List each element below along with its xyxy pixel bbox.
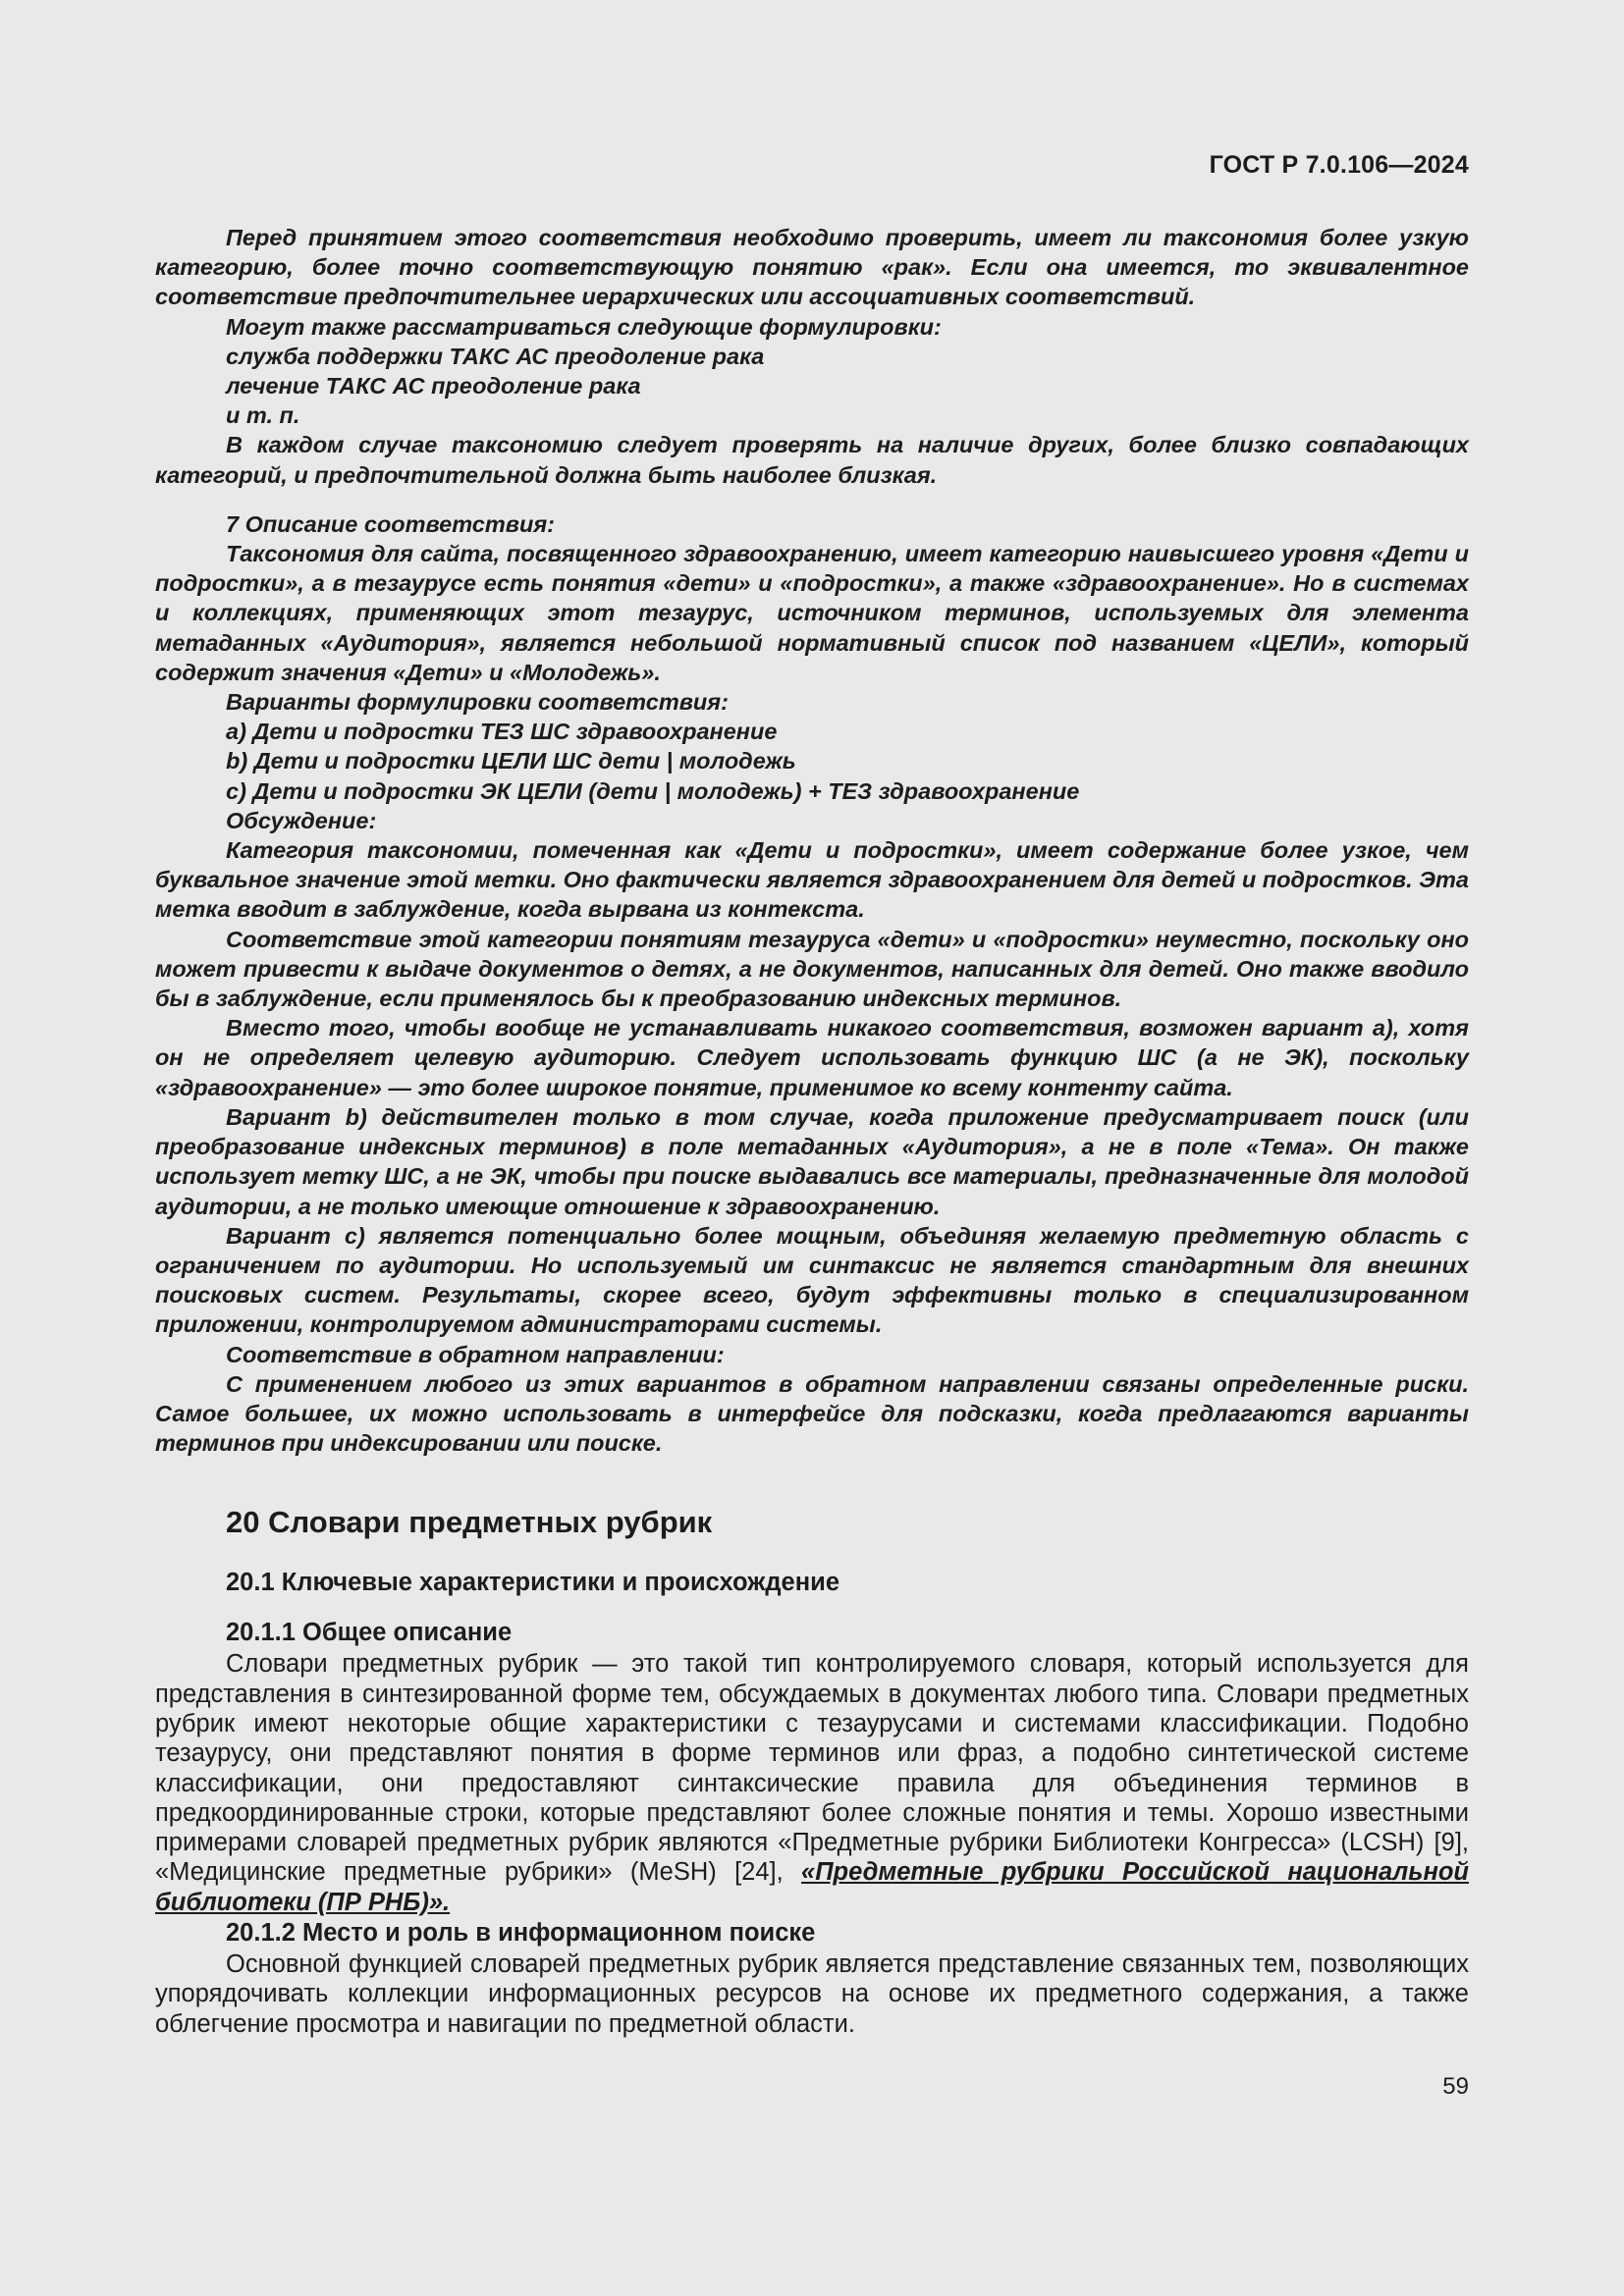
- note-paragraph: Обсуждение:: [226, 807, 377, 833]
- spacer: [155, 490, 1469, 509]
- note-paragraph: Таксономия для сайта, посвященного здравоохранению, имеет категорию наивысшего уровня «Дети и подростки», а в тезаурусе есть понятия «дети» и «подростки», а также «здравоохранение». Но в системах и коллекциях, применяющих этот тезаурус, источником терминов, используемых для элемента метаданных «Аудитория», является небольшой нормативный список под названием «ЦЕЛИ», который содержит значения «Дети» и «Молодежь».: [155, 541, 1469, 685]
- document-code: ГОСТ Р 7.0.106—2024: [1209, 151, 1469, 179]
- note-paragraph: Соответствие этой категории понятиям тезауруса «дети» и «подростки» неуместно, поскольку оно может привести к выдаче документов о детях, а не документов, написанных для детей. Оно также вводило бы в заблуждение, если применялось бы к преобразованию индексных терминов.: [155, 926, 1469, 1012]
- variant-a: a) Дети и подростки ТЕЗ ШС здравоохранение: [226, 719, 778, 745]
- body-paragraph: Основной функцией словарей предметных рубрик является представление связанных тем, позволяющих упорядочивать коллекции информационных ресурсов на основе их предметного содержания, а также облегчение просмотра и навигации по предметной области.: [155, 1950, 1469, 2038]
- note-paragraph: Вариант b) действителен только в том случае, когда приложение предусматривает поиск (или преобразование индексных терминов) в поле метаданных «Аудитория», а не в поле «Тема». Он также использует метку ШС, а не ЭК, чтобы при поиске выдавались все материалы, предназначенные для молодой аудитории, а не только имеющие отношение к здравоохранению.: [155, 1103, 1469, 1219]
- note-paragraph: Соответствие в обратном направлении:: [226, 1341, 725, 1367]
- note-paragraph: Вариант c) является потенциально более мощным, объединяя желаемую предметную область с ограничением по аудитории. Но используемый им синтаксис не является стандартным для внешних поисковых систем. Результаты, скорее всего, будут эффективны только в специализированном приложении, контролируемом администраторами системы.: [155, 1222, 1469, 1338]
- section-heading: 20 Словари предметных рубрик: [226, 1505, 713, 1540]
- note-paragraph: Перед принятием этого соответствия необходимо проверить, имеет ли таксономия более узкую категорию, более точно соответствующую понятию «рак». Если она имеется, то эквивалентное соответствие предпочтительнее иерархических или ассоциативных соответствий.: [155, 225, 1469, 310]
- note-paragraph: В каждом случае таксономию следует проверять на наличие других, более близко совпадающих категорий, и предпочтительной должна быть наиболее близкая.: [155, 432, 1469, 488]
- section-body: [155, 1949, 1469, 2039]
- page-number: 59: [1442, 2073, 1469, 2100]
- body-text: Словари предметных рубрик — это такой тип контролируемого словаря, который используется для представления в синтезированной форме тем, обсуждаемых в документах любого типа. Словари предметных рубрик имеют некоторые общие характеристики с тезаурусами и системами классификации. Подобно тезаурусу, они представляют понятия в форме терминов или фраз, а подобно синтетической системе классификации, они предоставляют синтаксические правила для объединения терминов в предкоординированные строки, которые представляют более сложные понятия и темы. Хорошо известными примерами словарей предметных рубрик являются «Предметные рубрики Библиотеки Конгресса» (LCSH) [9], «Медицинские предметные рубрики» (MeSH) [24],: [155, 1650, 1469, 1887]
- note-paragraph: Категория таксономии, помеченная как «Дети и подростки», имеет содержание более узкое, чем буквальное значение этой метки. Оно фактически является здравоохранением для детей и подростков. Эта метка вводит в заблуждение, когда вырвана из контекста.: [155, 837, 1469, 923]
- subsubsection-heading: 20.1.2 Место и роль в информационном поиске: [226, 1919, 816, 1947]
- variant-b: b) Дети и подростки ЦЕЛИ ШС дети | молодежь: [226, 748, 796, 774]
- example-heading: 7 Описание соответствия:: [226, 510, 555, 537]
- note-paragraph: и т. п.: [226, 402, 300, 429]
- subsubsection-heading: 20.1.1 Общее описание: [226, 1619, 513, 1647]
- section-body: [155, 1649, 1469, 1917]
- example-note: [155, 223, 1469, 1458]
- variant-c: c) Дети и подростки ЭК ЦЕЛИ (дети | молодежь) + ТЕЗ здравоохранение: [226, 777, 1080, 804]
- note-paragraph: Могут также рассматриваться следующие формулировки:: [226, 313, 942, 340]
- subsection-heading: 20.1 Ключевые характеристики и происхождение: [226, 1569, 839, 1597]
- note-paragraph: Варианты формулировки соответствия:: [226, 689, 729, 716]
- note-paragraph: С применением любого из этих вариантов в обратном направлении связаны определенные риски. Самое большее, их можно использовать в интерфейсе для подсказки, когда предлагаются варианты терминов при индексировании или поиске.: [155, 1370, 1469, 1457]
- emphasized-reference: «Предметные рубрики Российской национальной библиотеки (ПР РНБ)».: [155, 1858, 1469, 1916]
- note-paragraph: Вместо того, чтобы вообще не устанавливать никакого соответствия, возможен вариант a), хотя он не определяет целевую аудиторию. Следует использовать функцию ШС (а не ЭК), поскольку «здравоохранение» — это более широкое понятие, применимое ко всему контенту сайта.: [155, 1015, 1469, 1100]
- body-paragraph: [155, 1649, 1469, 1917]
- note-paragraph: лечение ТАКС АС преодоление рака: [226, 373, 641, 400]
- page-content: [155, 223, 1469, 2039]
- note-paragraph: служба поддержки ТАКС АС преодоление рака: [226, 343, 765, 369]
